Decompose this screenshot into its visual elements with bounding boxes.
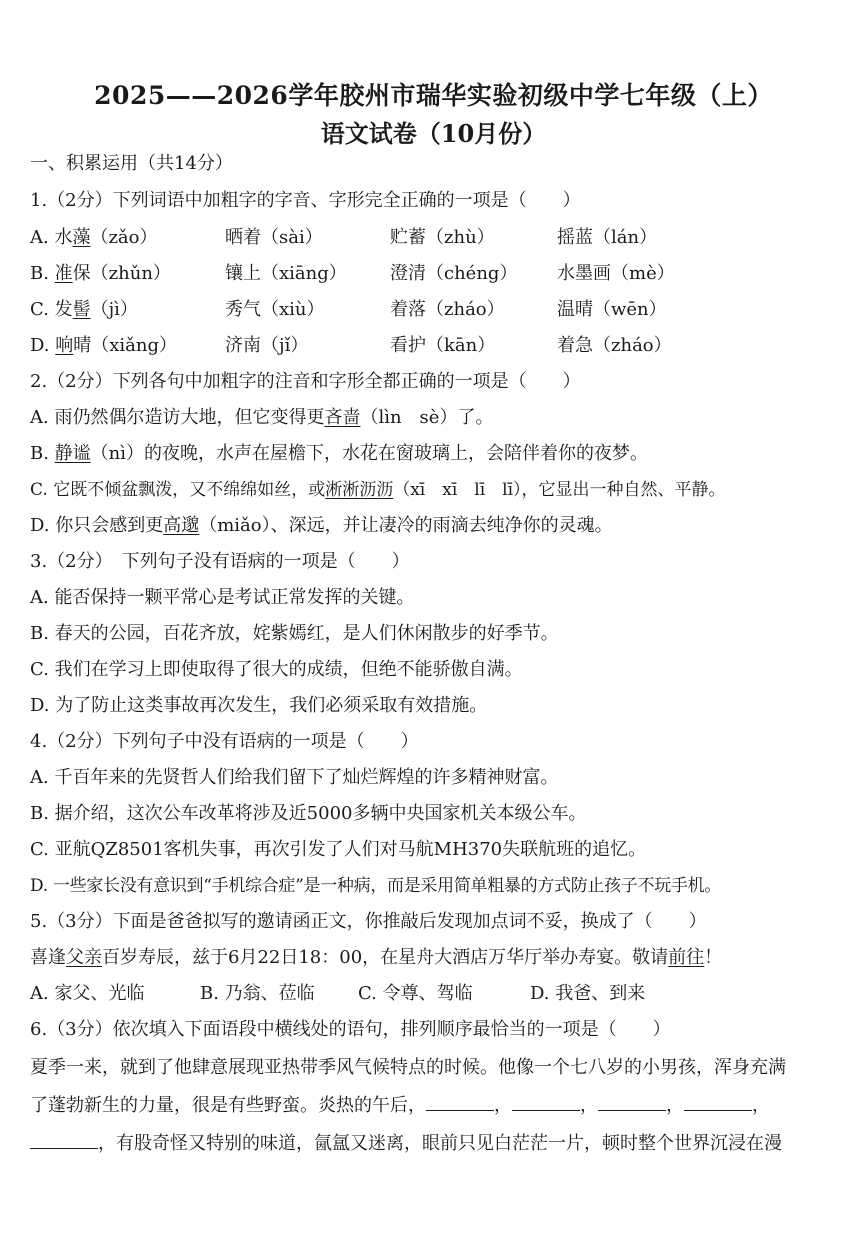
q4-option-b[interactable]: B. 据介绍，这次公车改革将涉及近5000多辆中央国家机关本级公车。 [30, 803, 587, 824]
option-text: B. [30, 443, 55, 464]
question-5-stem: 5.（3分）下面是爸爸拟写的邀请函正文，你推敲后发现加点词不妥，换成了（ ） [30, 911, 707, 932]
q1-d-word-3: 看护（kān） [390, 335, 496, 356]
marked-word: 准 [54, 263, 73, 284]
option-letter: C. [30, 299, 55, 320]
q1-b-word-2: 镶上（xiāng） [225, 263, 347, 284]
q1-a-word-2: 晒着（sài） [225, 227, 323, 248]
marked-word: 高邈 [163, 515, 200, 536]
q1-option-b[interactable] [30, 262, 171, 286]
q4-option-a[interactable]: A. 千百年来的先贤哲人们给我们留下了灿烂辉煌的许多精神财富。 [30, 767, 559, 788]
q1-d-word-4: 着急（zháo） [557, 335, 672, 356]
passage-text: 喜逢 [30, 947, 66, 968]
option-text: 水 [54, 227, 73, 248]
option-text: （miǎo）、深远，并让凄冷的雨滴去纯净你的灵魂。 [199, 515, 613, 536]
marked-word: 静谧 [54, 443, 91, 464]
marked-word: 前往 [668, 947, 705, 968]
passage-text: 了蓬勃新生的力量，很是有些野蛮。炎热的午后， [30, 1095, 426, 1116]
q5-option-b[interactable]: B. 乃翁、莅临 [200, 983, 315, 1004]
option-text: （lìn sè）了。 [360, 407, 494, 428]
q1-d-word-2: 济南（jǐ） [225, 335, 309, 356]
option-text: C. 它既不倾盆飘泼，又不绵绵如丝，或 [30, 480, 326, 500]
q3-option-a[interactable]: A. 能否保持一颗平常心是考试正常发挥的关键。 [30, 587, 415, 608]
fill-blank[interactable] [598, 1094, 666, 1111]
option-text: （zǎo） [90, 227, 158, 248]
option-text: 发 [54, 299, 73, 320]
option-text: 晴（xiǎng） [73, 335, 177, 356]
option-text: 保（zhǔn） [72, 263, 171, 284]
passage-text: ！ [704, 947, 723, 968]
section-heading: 一、积累运用（共14分） [30, 153, 233, 174]
marked-word: 髻 [72, 299, 91, 320]
passage-text: ，有股奇怪又特别的味道，氤氲又迷离，眼前只见白茫茫一片，顿时整个世界沉浸在漫 [98, 1133, 782, 1154]
fill-blank[interactable] [426, 1094, 494, 1111]
q3-option-d[interactable]: D. 为了防止这类事故再次发生，我们必须采取有效措施。 [30, 695, 488, 716]
question-1-stem: 1.（2分）下列词语中加粗字的字音、字形完全正确的一项是（ ） [30, 190, 581, 211]
passage-text: 百岁寿辰，兹于6月22日18：00，在星舟大酒店万华厅举办寿宴。敬请 [102, 947, 669, 968]
marked-word: 淅淅沥沥 [325, 480, 394, 500]
q1-b-word-3: 澄清（chéng） [390, 263, 518, 284]
exam-title: 2025——2026学年胶州市瑞华实验初级中学七年级（上） [94, 81, 773, 110]
q3-option-c[interactable]: C. 我们在学习上即使取得了很大的成绩，但绝不能骄傲自满。 [30, 659, 523, 680]
q1-a-word-4: 摇蓝（lán） [557, 227, 658, 248]
q1-option-d[interactable] [30, 334, 177, 358]
q2-option-c[interactable] [30, 478, 726, 502]
fill-blank[interactable] [684, 1094, 752, 1111]
q3-option-b[interactable]: B. 春天的公园，百花齐放，姹紫嫣红，是人们休闲散步的好季节。 [30, 623, 559, 644]
q1-a-word-3: 贮蓄（zhù） [390, 227, 495, 248]
option-text: （nì）的夜晚，水声在屋檐下，水花在窗玻璃上，会陪伴着你的夜梦。 [90, 443, 649, 464]
q1-c-word-2: 秀气（xiù） [225, 299, 325, 320]
option-text: D. 你只会感到更 [30, 515, 164, 536]
q4-option-c[interactable]: C. 亚航QZ8501客机失事，再次引发了人们对马航MH370失联航班的追忆。 [30, 839, 647, 860]
exam-subtitle: 语文试卷（10月份） [320, 119, 547, 148]
option-text: A. 雨仍然偶尔造访大地，但它变得更 [30, 407, 325, 428]
q6-passage-line-3 [30, 1132, 782, 1156]
q6-passage-line-2: 了蓬勃新生的力量，很是有些野蛮。炎热的午后， ， ， ， ， [30, 1095, 770, 1116]
q4-option-d[interactable]: D. 一些家长没有意识到“手机综合症”是一种病，而是采用简单粗暴的方式防止孩子不玩手机。 [30, 876, 722, 896]
question-2-stem: 2.（2分）下列各句中加粗字的注音和字形全都正确的一项是（ ） [30, 371, 581, 392]
option-letter: A. [30, 227, 55, 248]
q2-option-a[interactable] [30, 406, 493, 430]
q5-option-d[interactable]: D. 我爸、到来 [530, 983, 646, 1004]
q6-passage-line-1: 夏季一来，就到了他肆意展现亚热带季风气候特点的时候。他像一个七八岁的小男孩，浑身充满 [30, 1057, 786, 1078]
marked-word: 藻 [72, 227, 91, 248]
q5-option-a[interactable]: A. 家父、光临 [30, 983, 145, 1004]
q2-option-d[interactable] [30, 514, 613, 538]
marked-word: 吝啬 [324, 407, 361, 428]
marked-word: 响 [55, 335, 74, 356]
option-text: （jì） [90, 299, 138, 320]
q5-invitation-text [30, 946, 722, 970]
question-3-stem: 3.（2分） 下列句子没有语病的一项是（ ） [30, 551, 410, 572]
q5-option-c[interactable]: C. 令尊、驾临 [358, 983, 473, 1004]
option-letter: D. [30, 335, 56, 356]
fill-blank[interactable] [512, 1094, 580, 1111]
question-6-stem: 6.（3分）依次填入下面语段中横线处的语句，排列顺序最恰当的一项是（ ） [30, 1019, 671, 1040]
q2-option-b[interactable] [30, 442, 648, 466]
option-letter: B. [30, 263, 55, 284]
q1-option-a[interactable] [30, 226, 158, 250]
q1-option-c[interactable] [30, 298, 138, 322]
option-text: （xī xī lī lī），它显出一种自然、平静。 [393, 480, 726, 500]
q1-b-word-4: 水墨画（mè） [557, 263, 675, 284]
fill-blank[interactable] [30, 1132, 98, 1149]
marked-word: 父亲 [66, 947, 102, 968]
question-4-stem: 4.（2分）下列句子中没有语病的一项是（ ） [30, 731, 419, 752]
q1-c-word-4: 温晴（wēn） [557, 299, 667, 320]
q1-c-word-3: 着落（zháo） [390, 299, 505, 320]
